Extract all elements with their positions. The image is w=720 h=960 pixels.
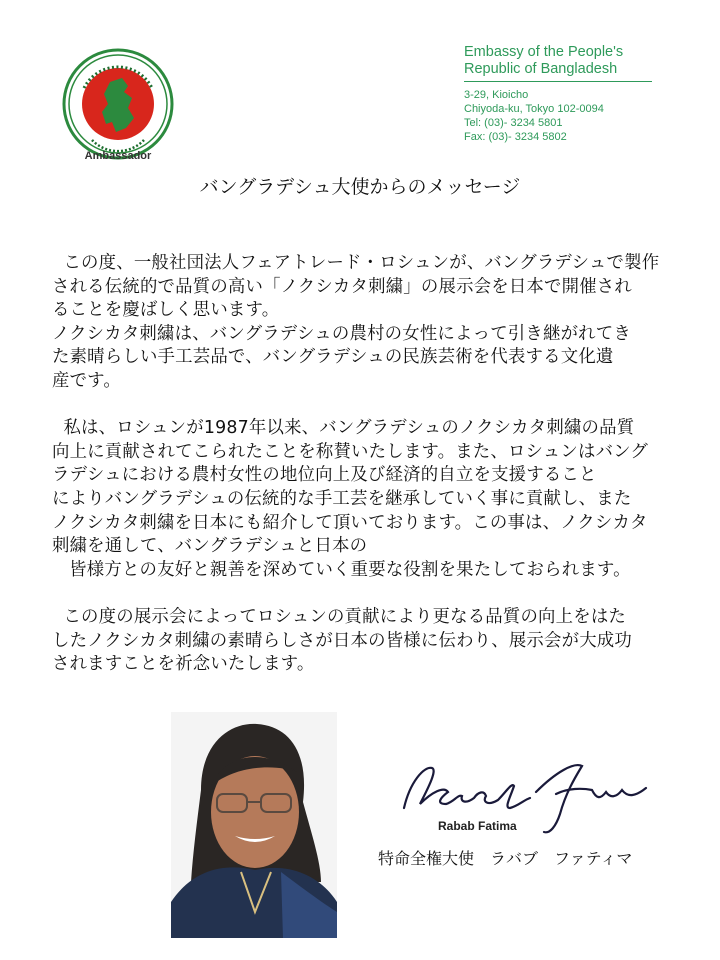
- ambassador-portrait-photo: [171, 712, 337, 938]
- paragraph3-line: この度の展示会によってロシュンの貢献により更なる品質の向上をはた: [52, 606, 627, 627]
- paragraph2-line: 私は、ロシュンが1987年以来、バングラデシュのノクシカタ刺繍の品質: [52, 418, 635, 439]
- paragraph1-line: 産です。: [52, 370, 121, 391]
- paragraph2-line: ノクシカタ刺繍を日本にも紹介して頂いております。この事は、ノクシカタ: [52, 512, 648, 533]
- paragraph2-line: 刺繍を通して、バングラデシュと日本の: [52, 536, 368, 557]
- paragraph2-line: 皆様方との友好と親善を深めていく重要な役割を果たしておられます。: [52, 559, 631, 580]
- paragraph2-line: によりバングラデシュの伝統的な手工芸を継承していく事に貢献し、また: [52, 488, 632, 509]
- paragraph3-line: されますことを祈念いたします。: [52, 654, 315, 675]
- handwritten-signature: [396, 752, 666, 842]
- letterhead-divider: [464, 81, 652, 82]
- paragraph1-line: この度、一般社団法人フェアトレード・ロシュンが、バングラデシュで製作: [52, 253, 660, 273]
- address-line2: Chiyoda-ku, Tokyo 102-0094: [464, 103, 604, 115]
- paragraph1-line: ノクシカタ刺繍は、バングラデシュの農村の女性によって引き継がれてき: [52, 323, 631, 344]
- embassy-name-line1: Embassy of the People's: [464, 44, 624, 60]
- telephone: Tel: (03)- 3234 5801: [464, 117, 563, 129]
- seal-caption: Ambassador: [84, 150, 152, 162]
- signature-name: Rabab Fatima: [438, 819, 517, 833]
- embassy-letterhead: [464, 44, 664, 144]
- embassy-name-line2: Republic of Bangladesh: [464, 61, 618, 77]
- paragraph1-line: ることを慶ばしく思います。: [52, 300, 280, 321]
- paragraph2-line: ラデシュにおける農村女性の地位向上及び経済的自立を支援すること: [52, 465, 597, 486]
- address-line1: 3-29, Kioicho: [464, 89, 529, 101]
- message-body: [52, 252, 682, 677]
- paragraph2-line: 向上に貢献されてこられたことを称賛いたします。また、ロシュンはバング: [52, 441, 648, 462]
- signatory-title: 特命全権大使 ラバブ ファティマ: [378, 849, 633, 868]
- government-seal-logo: [62, 48, 174, 160]
- fax: Fax: (03)- 3234 5802: [464, 131, 567, 143]
- paragraph1-line: される伝統的で品質の高い「ノクシカタ刺繍」の展示会を日本で開催され: [52, 276, 632, 297]
- paragraph1-line: た素晴らしい手工芸品で、バングラデシュの民族芸術を代表する文化遺: [52, 347, 614, 368]
- paragraph3-line: したノクシカタ刺繍の素晴らしさが日本の皆様に伝わり、展示会が大成功: [52, 630, 632, 651]
- page-title: バングラデシュ大使からのメッセージ: [199, 176, 521, 198]
